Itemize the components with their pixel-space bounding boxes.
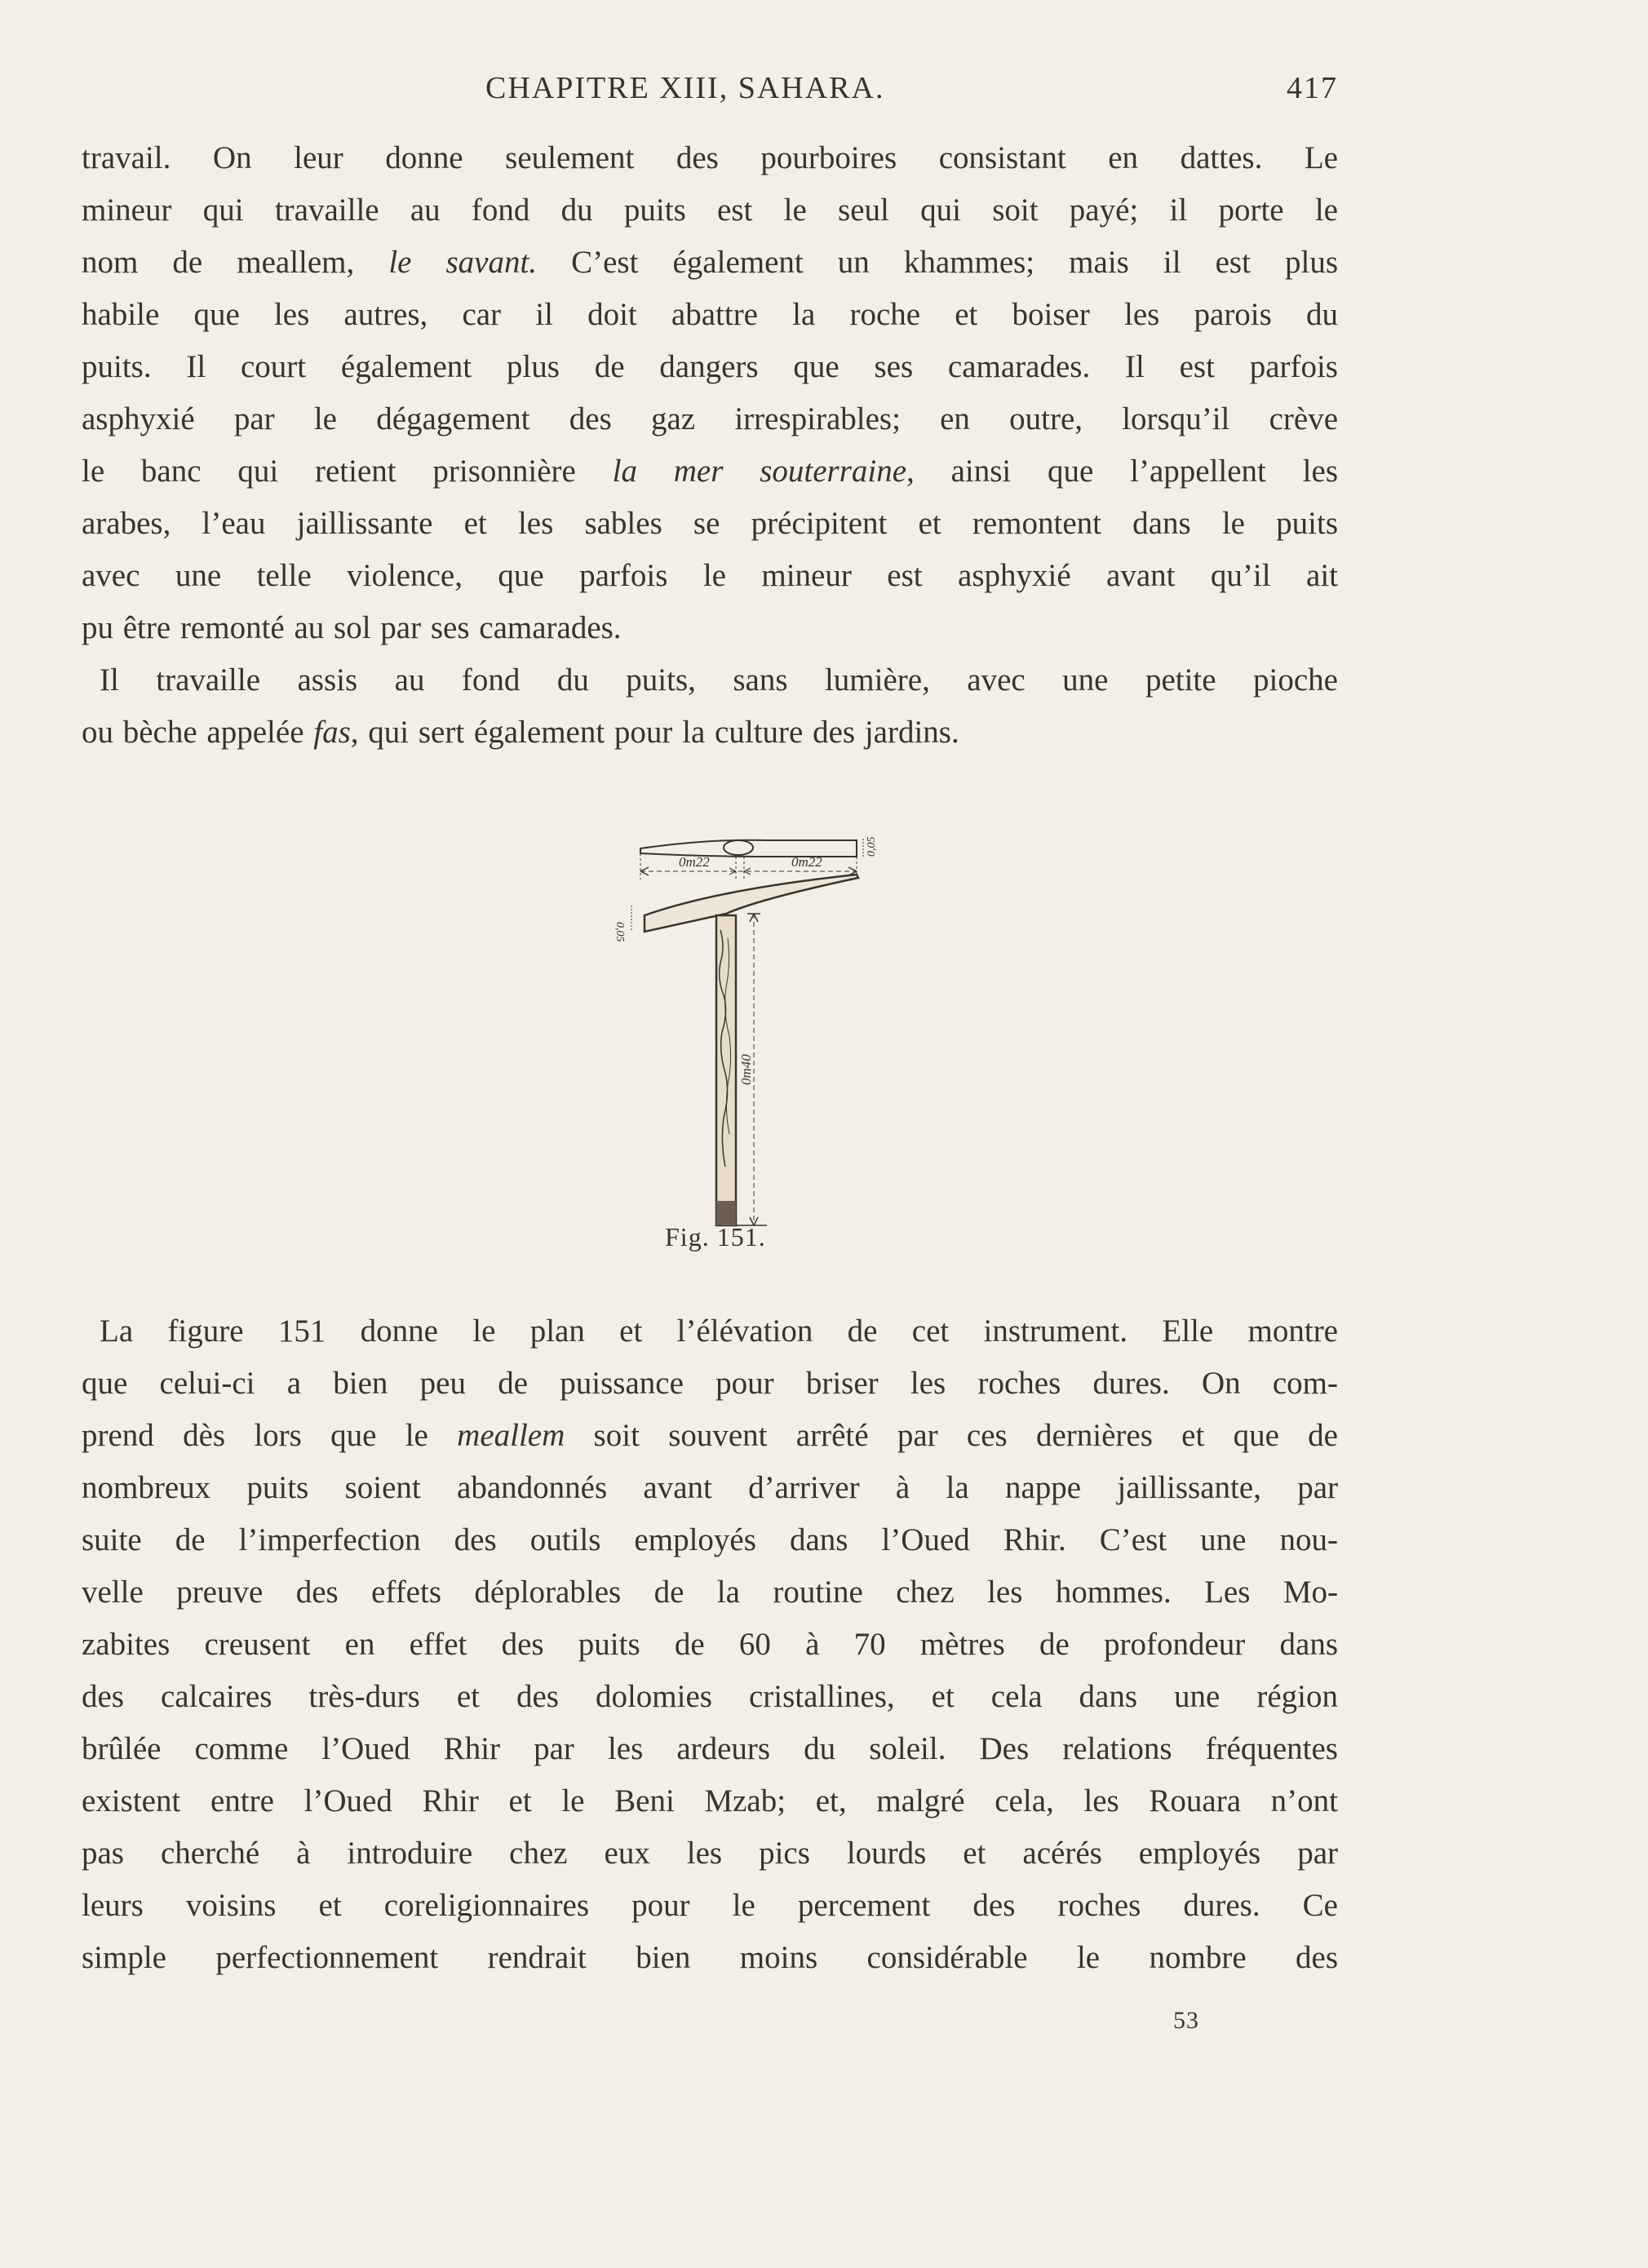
text-run: ou bèche appelée <box>82 715 314 750</box>
text-line: velle preuve des effets déplorables de la routine chez les hommes. Les Mo- <box>82 1575 1338 1610</box>
text-line: simple perfectionnement rendrait bien moins considérable le nombre des <box>82 1940 1338 1975</box>
page-number: 417 <box>1287 71 1338 105</box>
text-run: qui sert également pour la culture des jardins. <box>358 715 959 750</box>
text-line: nombreux puits soient abandonnés avant d’arriver à la nappe jaillissante, par <box>82 1470 1338 1505</box>
text-line <box>82 1410 1338 1462</box>
text-run: soit souvent arrêté par ces dernières et que de <box>565 1418 1338 1453</box>
paragraph-3 <box>82 1305 1338 1984</box>
text-line: arabes, l’eau jaillissante et les sables se précipitent et remontent dans le puits <box>82 506 1338 541</box>
dimension-label-right: 0m22 <box>791 854 822 870</box>
dimension-label-blade: 0,05 <box>614 922 626 942</box>
elevation-view <box>631 875 858 1225</box>
paragraph-1 <box>82 132 1338 654</box>
text-line: pas cherché à introduire chez eux les pics lourds et acérés employés par <box>82 1836 1338 1871</box>
running-title: CHAPITRE XIII, SAHARA. <box>485 71 885 105</box>
text-line: mineur qui travaille au fond du puits est le seul qui soit payé; il porte le <box>82 193 1338 228</box>
page <box>82 0 1338 2268</box>
text-line: travail. On leur donne seulement des pourboires consistant en dattes. Le <box>82 140 1338 175</box>
text-line: suite de l’imperfection des outils employés dans l’Oued Rhir. C’est une nou- <box>82 1522 1338 1557</box>
italic-term: la mer souterraine, <box>612 454 915 489</box>
plan-view <box>640 839 863 879</box>
text-line: asphyxié par le dégagement des gaz irrespirables; en outre, lorsqu’il crève <box>82 401 1338 436</box>
text-line: zabites creusent en effet des puits de 60 à 70 mètres de profondeur dans <box>82 1627 1338 1662</box>
text-line: puits. Il court également plus de dangers que ses camarades. Il est parfois <box>82 349 1338 384</box>
text-line: habile que les autres, car il doit abattre la roche et boiser les parois du <box>82 297 1338 332</box>
dimension-label-head: 0,05 <box>866 836 878 857</box>
text-run: le banc qui retient prisonnière <box>82 454 613 489</box>
text-line: Il travaille assis au fond du puits, sans lumière, avec une petite pioche <box>100 662 1338 698</box>
running-head <box>82 70 1338 111</box>
text-run: prend dès lors que le <box>82 1418 458 1453</box>
text-line <box>82 707 1338 759</box>
dimension-label-left: 0m22 <box>679 854 710 870</box>
text-line: pu être remonté au sol par ses camarades. <box>82 610 622 645</box>
italic-term: meallem <box>457 1418 565 1453</box>
text-block-bottom <box>82 1305 1338 1984</box>
text-line: que celui-ci a bien peu de puissance pour briser les roches dures. On com- <box>82 1366 1338 1401</box>
text-line <box>82 237 1338 289</box>
italic-term: le savant. <box>388 245 538 280</box>
text-line: La figure 151 donne le plan et l’élévation de cet instrument. Elle montre <box>100 1313 1338 1349</box>
pickaxe-drawing <box>522 824 979 1240</box>
text-line: des calcaires très-durs et des dolomies cristallines, et cela dans une région <box>82 1679 1338 1714</box>
paragraph-2 <box>82 654 1338 759</box>
text-run: nom de meallem, <box>82 245 389 280</box>
italic-term: fas, <box>313 715 359 750</box>
text-line: existent entre l’Oued Rhir et le Beni Mzab; et, malgré cela, les Rouara n’ont <box>82 1783 1338 1818</box>
text-line: brûlée comme l’Oued Rhir par les ardeurs du soleil. Des relations fréquentes <box>82 1731 1338 1766</box>
signature-mark: 53 <box>1173 2007 1199 2034</box>
dimension-label-handle: 0m40 <box>738 1054 754 1085</box>
text-line <box>82 445 1338 498</box>
text-line: leurs voisins et coreligionnaires pour le percement des roches dures. Ce <box>82 1888 1338 1923</box>
figure-caption: Fig. 151. <box>665 1222 766 1251</box>
text-run: ainsi que l’appellent les <box>914 454 1338 489</box>
text-line: avec une telle violence, que parfois le mineur est asphyxié avant qu’il ait <box>82 558 1338 593</box>
figure-pickaxe <box>522 824 979 1265</box>
text-block-top <box>82 132 1338 759</box>
text-run: C’est également un khammes; mais il est plus <box>537 245 1338 280</box>
